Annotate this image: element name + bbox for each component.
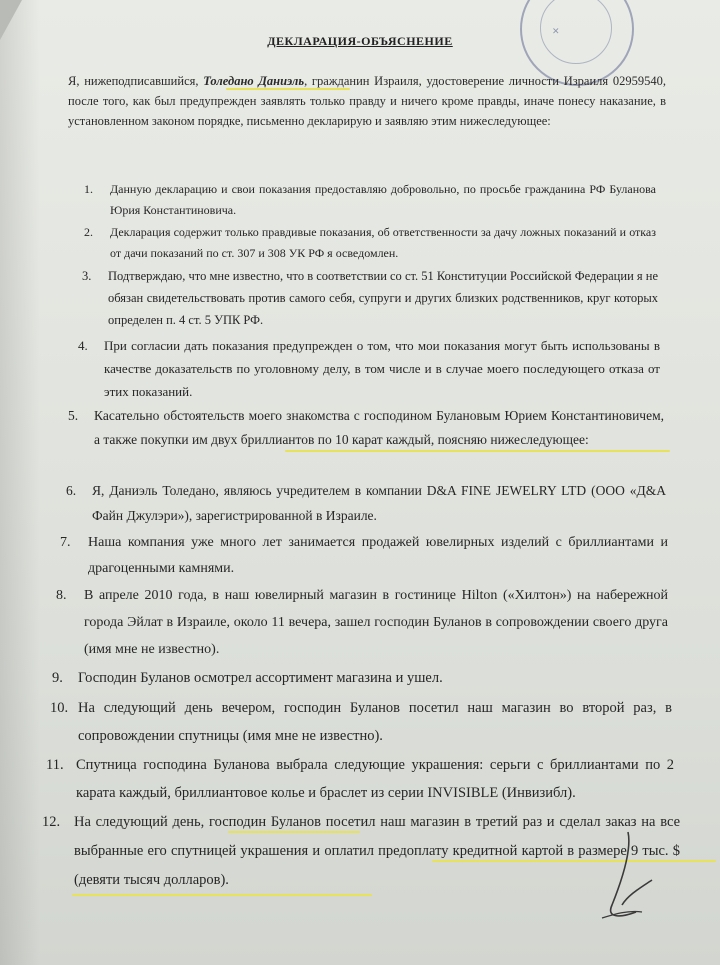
item-number: 7. [60, 535, 71, 550]
declarant-name: Толедано Даниэль [203, 74, 305, 88]
stamp-mark: ✕ [552, 26, 560, 36]
item-text: Декларация содержит только правдивые показания, об ответственности за дачу ложных показаний и отказ от дачи показаний по ст. 307 и 308 УК РФ я осведомлен. [110, 225, 656, 260]
item-text: Я, Даниэль Толедано, являюсь учредителем в компании D&A FINE JEWELRY LTD (ООО «Д&А Файн Джулэри»), зарегистрированной в Израиле. [92, 483, 666, 523]
item-number: 8. [56, 588, 67, 603]
item-text: Спутница господина Буланова выбрала следующие украшения: серьги с бриллиантами по 2 карата каждый, бриллиантовое колье и браслет из серии INVISIBLE (Инвизибл). [76, 757, 674, 801]
item-number: 11. [46, 757, 64, 773]
item-number: 4. [78, 338, 88, 353]
item-number: 10. [50, 700, 69, 716]
item-text: Касательно обстоятельств моего знакомства с господином Булановым Юрием Константиновичем, а также покупки им двух бриллиантов по 10 карат каждый, поясняю нижеследующее: [94, 408, 664, 447]
item-number: 6. [66, 483, 77, 498]
item-number: 2. [84, 225, 93, 239]
document-title: ДЕКЛАРАЦИЯ-ОБЪЯСНЕНИЕ [267, 34, 453, 48]
item-number: 9. [52, 670, 63, 686]
item-text: На следующий день, господин Буланов посетил наш магазин в третий раз и сделал заказ на все выбранные его спутницей украшения и оплатил предоплату кредитной картой в размере 9 тыс. $ (девяти тысяч долларов). [74, 814, 680, 888]
item-number: 3. [82, 269, 92, 283]
item-text: При согласии дать показания предупрежден о том, что мои показания могут быть использованы в качестве доказательств по уголовному делу, в том числе и в случае моего последующего отказа от этих показаний. [104, 338, 660, 399]
intro-before-name: Я, нижеподписавшийся, [68, 74, 204, 88]
item-text: На следующий день вечером, господин Буланов посетил наш магазин во второй раз, в сопровождении спутницы (имя мне не известно). [78, 700, 672, 744]
item-text: Господин Буланов осмотрел ассортимент магазина и ушел. [78, 670, 443, 686]
item-text: В апреле 2010 года, в наш ювелирный магазин в гостинице Hilton («Хилтон») на набережной города Эйлат в Израиле, около 11 вечера, зашел господин Буланов в сопровождении своего друга (имя мне не известно). [84, 588, 668, 657]
item-number: 1. [84, 182, 93, 196]
item-number: 12. [42, 814, 61, 830]
item-text: Подтверждаю, что мне известно, что в соответствии со ст. 51 Конституции Российской Федерации я не обязан свидетельствовать против самого себя, супруги и других близких родственников, круг которых определен п. 4 ст. 5 УПК РФ. [108, 269, 658, 327]
item-number: 5. [68, 408, 79, 423]
item-text: Наша компания уже много лет занимается продажей ювелирных изделий с бриллиантами и драгоценными камнями. [88, 535, 668, 576]
intro-after-name: , гражданин Израиля, удостоверение личности Израиля 02959540, после того, как был предупрежден заявлять только правду и ничего кроме правды, иначе понесу наказание, в установленном законом порядке, письменно декларирую и заявляю этим нижеследующее: [68, 74, 666, 128]
item-text: Данную декларацию и свои показания предоставляю добровольно, по просьбе гражданина РФ Буланова Юрия Константиновича. [110, 182, 656, 217]
